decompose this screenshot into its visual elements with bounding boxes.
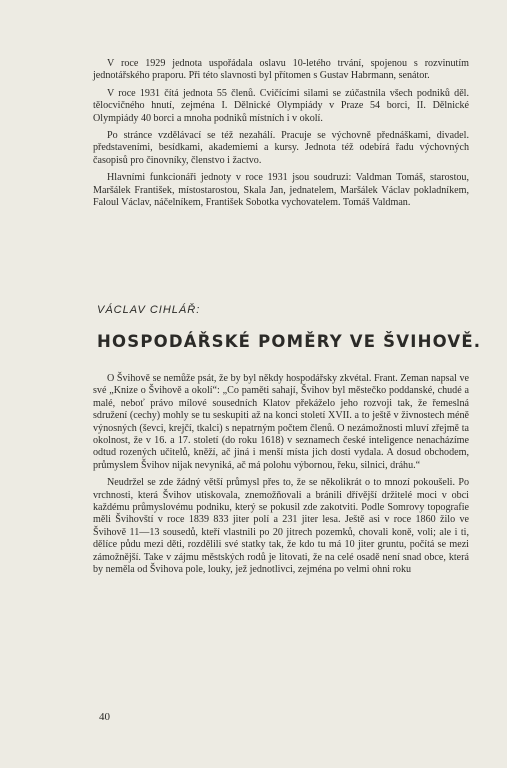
body-text-block (93, 373, 469, 577)
author-name: VÁCLAV CIHLÁŘ: (97, 304, 201, 316)
page-number: 40 (99, 711, 110, 723)
paragraph: V roce 1929 jednota uspořádala oslavu 10-letého trvání, spojenou s rozvinutím jednotářského praporu. Při této slavnosti byl přítomen s Gustav Habrmann, senátor. (93, 58, 469, 82)
section-heading: HOSPODÁŘSKÉ POMĚRY VE ŠVIHOVĚ. (97, 332, 482, 351)
intro-text-block (93, 58, 469, 209)
paragraph: V roce 1931 čítá jednota 55 členů. Cvičícími silami se zúčastnila všech podniků děl. tělocvičného hnutí, zejména I. Dělnické Olympiády v Praze 54 borci, II. Dělnické Olympiády 40 borci a mnoha podniků místních i v okolí. (93, 87, 469, 124)
paragraph: O Švihově se nemůže psát, že by byl někdy hospodářsky zkvétal. Frant. Zeman napsal ve své „Knize o Švihově a okolí“: „Co paměti sahají, Švihov byl městečko poddanské, chudé a malé, neboť právo mílové sousedních Klatov překáželo jeho rozvoji tak, že řemeslná sdružení (cechy) mohly se tu seskupiti až na konci století XVII. a to ještě v živnostech méně výnosných (ševci, krejčí, tkalci) s nepatrným počtem členů. O nezámožnosti mluví zřejmě ta okolnost, že v 16. a 17. století (do roku 1618) v seznamech české inteligence nenacházíme odtud rozených učitelů, kněží, ač jiná i menší místa jich dosti vydala. A dosud obchodem, průmyslem Švihov nijak nevyniká, ač má polohu výbornou, řeku, silnici, dráhu.“ (93, 373, 469, 471)
paragraph: Hlavními funkcionáři jednoty v roce 1931 jsou soudruzi: Valdman Tomáš, starostou, Maršálek František, místostarostou, Skala Jan, jednatelem, Maršálek Václav pokladníkem, Faloul Václav, náčelníkem, František Sobotka vychovatelem. Tomáš Valdman. (93, 172, 469, 209)
paragraph: Neudržel se zde žádný větší průmysl přes to, že se několikrát o to mnozí pokoušeli. Po vrchnosti, která Švihov utiskovala, znemožňovali a bránili dřívější držitelé moci v obci každému průmyslovému podniku, který se pokusil zde zakotviti. Podle Somrovy topografie měli Švihovští v roce 1839 833 jiter polí a 231 jiter lesa. Ještě asi v roce 1860 žilo ve Švihově 11—13 sousedů, kteří vlastnili po 20 jitrech pozemků, chovali koně, voli; ale i ti, dělíce půdu mezi děti, rozdělili své statky tak, že kdo tu má 10 jiter gruntu, počítá se mezi zámožnější. Take v zájmu městských rodů je litovati, že na celé osadě není snad obce, která by neměla od Švihova pole, louky, jež jednotlivci, zejména po velmi ohni roku (93, 477, 469, 576)
paragraph: Po stránce vzdělávací se též nezahálí. Pracuje se výchovně přednáškami, divadel. představeními, besídkami, akademiemi a kursy. Jednota též odebírá řadu výchovných časopisů pro činovníky, členstvo i žactvo. (93, 130, 469, 166)
